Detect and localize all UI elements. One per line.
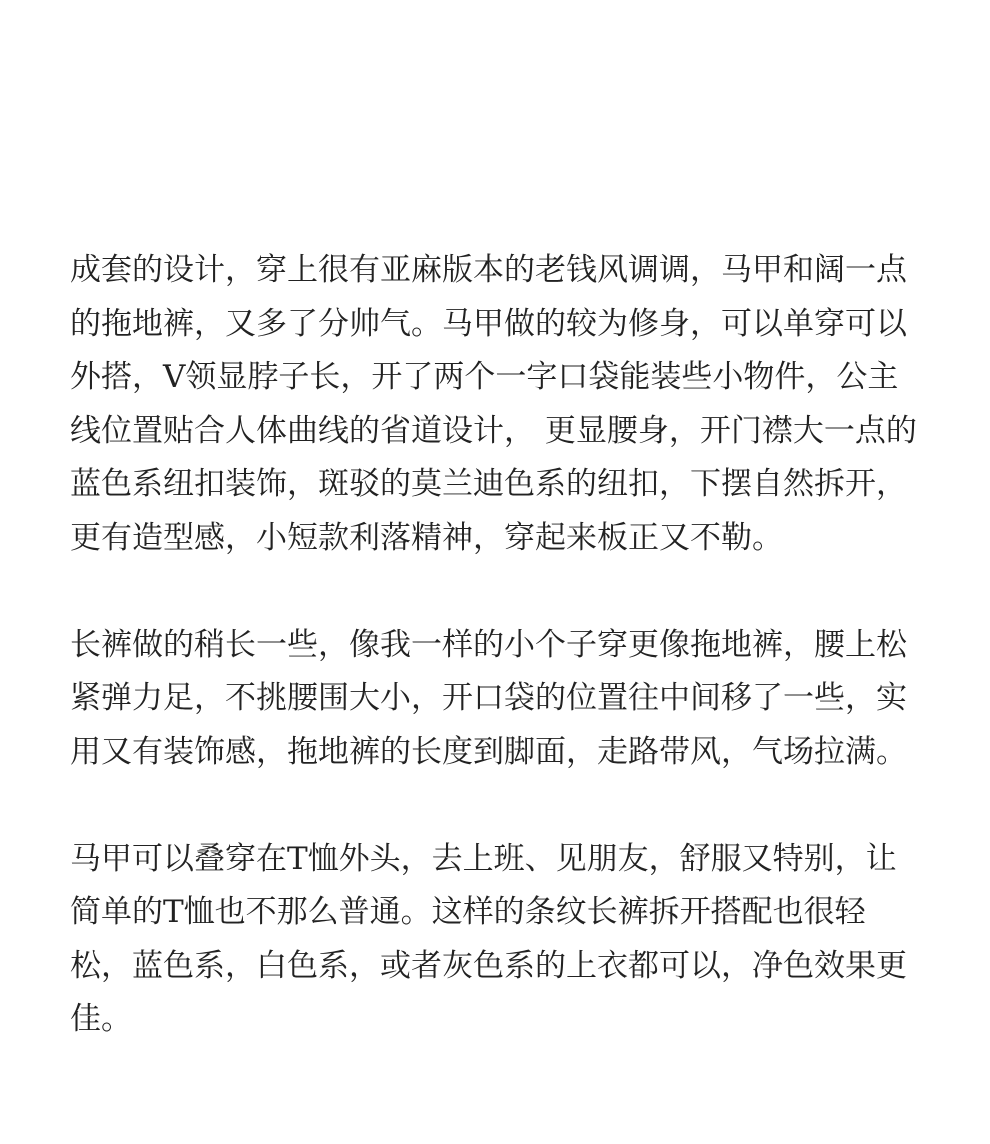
paragraph-vest-design: 成套的设计，穿上很有亚麻版本的老钱风调调，马甲和阔一点的拖地裤，又多了分帅气。马甲做的较为修身，可以单穿可以外搭，V领显脖子长，开了两个一字口袋能装些小物件，公主线位置贴合人体曲线的省道设计， 更显腰身，开门襟大一点的蓝色系纽扣装饰，斑驳的莫兰迪色系的纽扣，下摆自然拆开，更有造型感，小短款利落精神，穿起来板正又不勒。 (70, 252, 917, 556)
article-body (70, 244, 925, 1047)
paragraph-trousers: 长裤做的稍长一些，像我一样的小个子穿更像拖地裤，腰上松紧弹力足，不挑腰围大小，开口袋的位置往中间移了一些，实用又有装饰感，拖地裤的长度到脚面，走路带风，气场拉满。 (70, 626, 907, 770)
paragraph-styling: 马甲可以叠穿在T恤外头，去上班、见朋友，舒服又特别，让简单的T恤也不那么普通。这样的条纹长裤拆开搭配也很轻松，蓝色系，白色系，或者灰色系的上衣都可以，净色效果更佳。 (70, 840, 907, 1037)
